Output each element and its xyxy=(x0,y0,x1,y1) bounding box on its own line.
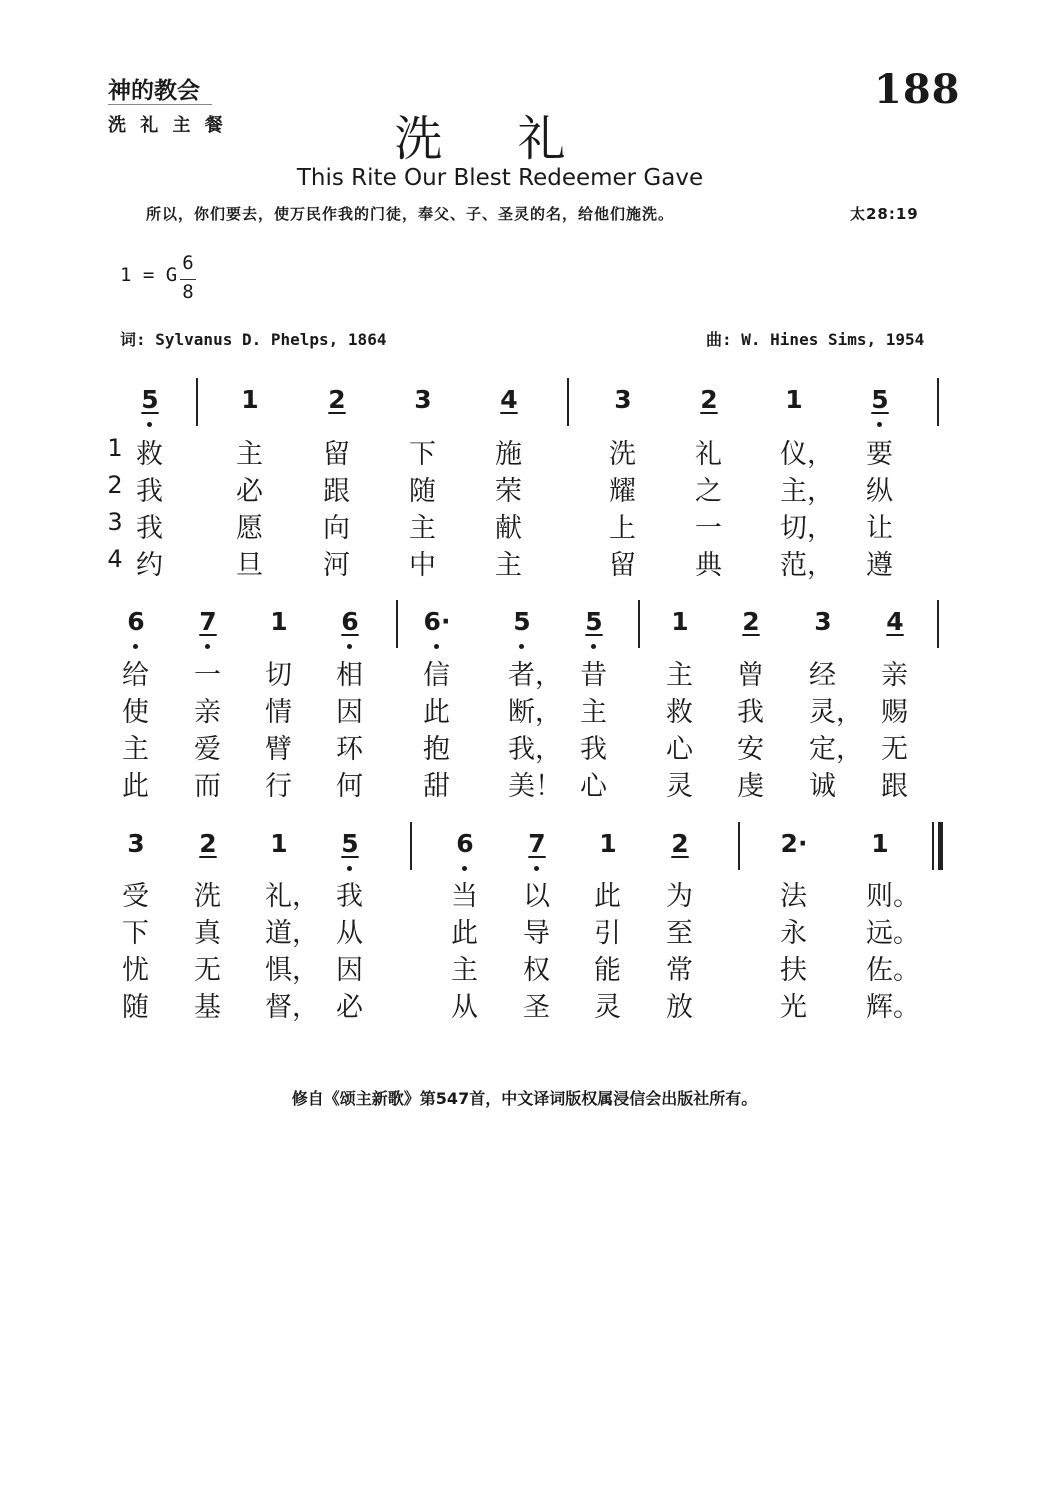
note: 5 xyxy=(585,607,603,636)
note: 3 xyxy=(414,385,432,414)
lower-octave-dot xyxy=(591,644,596,649)
lyric-syllable: 权 xyxy=(523,955,550,986)
lyric-syllable: 下 xyxy=(122,918,149,949)
lyric-syllable: 亲 xyxy=(194,697,221,728)
barline xyxy=(937,378,939,426)
lyric-syllable: 经 xyxy=(809,660,836,691)
lower-octave-dot xyxy=(347,644,352,649)
note: 3 xyxy=(814,607,832,636)
lyric-syllable: 此 xyxy=(423,697,450,728)
verse-number: 1 xyxy=(107,434,123,462)
lyric-syllable: 约 xyxy=(136,550,163,581)
lyric-syllable: 献 xyxy=(495,513,522,544)
lyric-syllable: 道， xyxy=(265,918,319,949)
lyric-syllable: 诚 xyxy=(809,771,836,802)
lyric-syllable: 仪， xyxy=(780,439,834,470)
lyric-syllable: 爱 xyxy=(194,734,221,765)
lyric-syllable: 洗 xyxy=(194,881,221,912)
barline xyxy=(567,378,569,426)
verse-number: 2 xyxy=(107,471,123,499)
lyric-syllable: 向 xyxy=(323,513,350,544)
verse-number: 4 xyxy=(107,545,123,573)
barline xyxy=(638,600,640,648)
note: 1 xyxy=(241,385,259,414)
hymn-subtitle: This Rite Our Blest Redeemer Gave xyxy=(296,165,704,191)
lyric-syllable: 跟 xyxy=(881,771,908,802)
lyric-syllable: 留 xyxy=(609,550,636,581)
lyric-syllable: 我， xyxy=(508,734,562,765)
lyric-syllable: 扶 xyxy=(780,955,807,986)
time-signature-bottom: 8 xyxy=(182,281,194,303)
lyric-syllable: 断， xyxy=(508,697,562,728)
note: 1 xyxy=(871,829,889,858)
lyric-syllable: 美！ xyxy=(508,771,562,802)
lyric-syllable: 相 xyxy=(336,660,363,691)
composer-credit: 曲: W. Hines Sims, 1954 xyxy=(706,330,925,349)
scripture-reference: 太28:19 xyxy=(850,205,919,223)
lyric-syllable: 无 xyxy=(881,734,908,765)
lyric-syllable: 因 xyxy=(336,955,363,986)
lyric-syllable: 给 xyxy=(122,660,149,691)
lyric-syllable: 范， xyxy=(780,550,834,581)
note: 4 xyxy=(500,385,518,414)
barline xyxy=(410,822,412,870)
note: 4 xyxy=(886,607,904,636)
lyric-syllable: 者， xyxy=(508,660,562,691)
lyric-syllable: 河 xyxy=(323,550,350,581)
lyric-syllable: 甜 xyxy=(423,771,450,802)
note: 7 xyxy=(528,829,546,858)
lyric-syllable: 赐 xyxy=(881,697,908,728)
lyric-syllable: 无 xyxy=(194,955,221,986)
lyric-syllable: 主， xyxy=(780,476,834,507)
note: 5 xyxy=(871,385,889,414)
lyric-syllable: 使 xyxy=(122,697,149,728)
note: 5 xyxy=(341,829,359,858)
lyric-syllable: 我 xyxy=(737,697,764,728)
note: 2 xyxy=(700,385,718,414)
lyric-syllable: 心 xyxy=(666,734,693,765)
lyric-syllable: 当 xyxy=(451,881,478,912)
note: 1 xyxy=(270,607,288,636)
note: 3 xyxy=(127,829,145,858)
lower-octave-dot xyxy=(877,422,882,427)
lyric-syllable: 永 xyxy=(780,918,807,949)
lyric-syllable: 旦 xyxy=(236,550,263,581)
lyric-syllable: 圣 xyxy=(523,992,550,1023)
lyric-syllable: 上 xyxy=(609,513,636,544)
lyric-syllable: 此 xyxy=(594,881,621,912)
lyric-syllable: 光 xyxy=(780,992,807,1023)
note: 1 xyxy=(599,829,617,858)
lyric-syllable: 主 xyxy=(451,955,478,986)
lyric-syllable: 留 xyxy=(323,439,350,470)
lyric-syllable: 随 xyxy=(122,992,149,1023)
lyric-syllable: 切 xyxy=(265,660,292,691)
time-signature-top: 6 xyxy=(182,252,194,274)
note: 2 xyxy=(328,385,346,414)
note: 1 xyxy=(270,829,288,858)
lyric-syllable: 而 xyxy=(194,771,221,802)
lyric-syllable: 遵 xyxy=(866,550,893,581)
lyric-syllable: 跟 xyxy=(323,476,350,507)
lyric-syllable: 洗 xyxy=(609,439,636,470)
lyric-syllable: 导 xyxy=(523,918,550,949)
note: 3 xyxy=(614,385,632,414)
lyric-syllable: 灵 xyxy=(666,771,693,802)
lyric-syllable: 主 xyxy=(409,513,436,544)
lyric-syllable: 常 xyxy=(666,955,693,986)
note: 5 xyxy=(513,607,531,636)
lyric-syllable: 远。 xyxy=(866,918,920,949)
lyric-syllable: 主 xyxy=(666,660,693,691)
time-signature-rule xyxy=(180,279,196,280)
lyric-syllable: 一 xyxy=(695,513,722,544)
lyric-syllable: 法 xyxy=(780,881,807,912)
lyric-syllable: 灵 xyxy=(594,992,621,1023)
verse-number: 3 xyxy=(107,508,123,536)
lyric-syllable: 心 xyxy=(580,771,607,802)
lyric-syllable: 主 xyxy=(495,550,522,581)
lower-octave-dot xyxy=(434,644,439,649)
lyric-syllable: 主 xyxy=(122,734,149,765)
lyric-syllable: 此 xyxy=(451,918,478,949)
lyric-syllable: 为 xyxy=(666,881,693,912)
lyric-syllable: 救 xyxy=(136,439,163,470)
lyric-syllable: 典 xyxy=(695,550,722,581)
lyric-syllable: 礼 xyxy=(695,439,722,470)
hymn-title: 洗 礼 xyxy=(394,111,596,167)
lyric-syllable: 我 xyxy=(580,734,607,765)
lyric-syllable: 我 xyxy=(136,476,163,507)
lyric-syllable: 昔 xyxy=(580,660,607,691)
note: 5 xyxy=(141,385,159,414)
lyric-syllable: 曾 xyxy=(737,660,764,691)
lyric-syllable: 至 xyxy=(666,918,693,949)
lyric-syllable: 中 xyxy=(409,550,436,581)
lower-octave-dot xyxy=(462,866,467,871)
lyric-syllable: 从 xyxy=(336,918,363,949)
lyric-syllable: 主 xyxy=(236,439,263,470)
lower-octave-dot xyxy=(519,644,524,649)
lower-octave-dot xyxy=(147,422,152,427)
lyric-syllable: 放 xyxy=(666,992,693,1023)
lyric-syllable: 切， xyxy=(780,513,834,544)
barline xyxy=(196,378,198,426)
lower-octave-dot xyxy=(534,866,539,871)
lyric-syllable: 我 xyxy=(336,881,363,912)
note: 2 xyxy=(199,829,217,858)
hymn-category: 洗 礼 主 餐 xyxy=(108,115,227,136)
lyric-syllable: 从 xyxy=(451,992,478,1023)
lyric-syllable: 救 xyxy=(666,697,693,728)
lyric-syllable: 行 xyxy=(265,771,292,802)
note: 7 xyxy=(199,607,217,636)
note: 1 xyxy=(671,607,689,636)
note: 1 xyxy=(785,385,803,414)
lyric-syllable: 施 xyxy=(495,439,522,470)
note: 2 xyxy=(671,829,689,858)
lyric-syllable: 礼， xyxy=(265,881,319,912)
lyric-syllable: 抱 xyxy=(423,734,450,765)
lyric-syllable: 要 xyxy=(866,439,893,470)
hymn-number: 188 xyxy=(874,66,961,113)
lyric-syllable: 让 xyxy=(866,513,893,544)
lyric-syllable: 信 xyxy=(423,660,450,691)
scripture-verse: 所以，你们要去，使万民作我的门徒，奉父、子、圣灵的名，给他们施洗。 xyxy=(146,205,675,223)
lyric-syllable: 何 xyxy=(336,771,363,802)
note: 6 xyxy=(341,607,359,636)
lyric-syllable: 佐。 xyxy=(866,955,920,986)
note: 2· xyxy=(780,829,808,858)
key-signature: 1 = G xyxy=(120,264,178,286)
lyric-syllable: 荣 xyxy=(495,476,522,507)
copyright-footer: 修自《颂主新歌》第547首，中文译词版权属浸信会出版社所有。 xyxy=(291,1089,758,1108)
lyric-syllable: 一 xyxy=(194,660,221,691)
church-name: 神的教会 xyxy=(108,77,200,104)
lyric-syllable: 下 xyxy=(409,439,436,470)
lyric-syllable: 定， xyxy=(809,734,863,765)
final-barline-thin xyxy=(932,822,934,870)
lyric-syllable: 环 xyxy=(336,734,363,765)
barline xyxy=(396,600,398,648)
lower-octave-dot xyxy=(347,866,352,871)
lyricist-credit: 词: Sylvanus D. Phelps, 1864 xyxy=(120,330,387,349)
lyric-syllable: 督， xyxy=(265,992,319,1023)
lyric-syllable: 必 xyxy=(336,992,363,1023)
lower-octave-dot xyxy=(133,644,138,649)
lyric-syllable: 我 xyxy=(136,513,163,544)
lyric-syllable: 随 xyxy=(409,476,436,507)
lyric-syllable: 真 xyxy=(194,918,221,949)
lyric-syllable: 纵 xyxy=(866,476,893,507)
lyric-syllable: 之 xyxy=(695,476,722,507)
lyric-syllable: 辉。 xyxy=(866,992,920,1023)
lyric-syllable: 虔 xyxy=(737,771,764,802)
lyric-syllable: 此 xyxy=(122,771,149,802)
lyric-syllable: 惧， xyxy=(265,955,319,986)
final-barline-thick xyxy=(938,822,943,870)
lyric-syllable: 则。 xyxy=(866,881,920,912)
lyric-syllable: 亲 xyxy=(881,660,908,691)
lyric-syllable: 引 xyxy=(594,918,621,949)
barline xyxy=(937,600,939,648)
note: 6· xyxy=(423,607,451,636)
note: 6 xyxy=(456,829,474,858)
lyric-syllable: 忧 xyxy=(122,955,149,986)
note: 6 xyxy=(127,607,145,636)
lyric-syllable: 因 xyxy=(336,697,363,728)
lyric-syllable: 安 xyxy=(737,734,764,765)
lyric-syllable: 主 xyxy=(580,697,607,728)
lyric-syllable: 能 xyxy=(594,955,621,986)
lyric-syllable: 愿 xyxy=(236,513,263,544)
lyric-syllable: 必 xyxy=(236,476,263,507)
lyric-syllable: 臂 xyxy=(265,734,292,765)
lyric-syllable: 耀 xyxy=(609,476,636,507)
note: 2 xyxy=(742,607,760,636)
barline xyxy=(738,822,740,870)
lyric-syllable: 受 xyxy=(122,881,149,912)
lyric-syllable: 基 xyxy=(194,992,221,1023)
lyric-syllable: 灵， xyxy=(809,697,863,728)
lyric-syllable: 情 xyxy=(265,697,292,728)
lyric-syllable: 以 xyxy=(523,881,550,912)
lower-octave-dot xyxy=(205,644,210,649)
